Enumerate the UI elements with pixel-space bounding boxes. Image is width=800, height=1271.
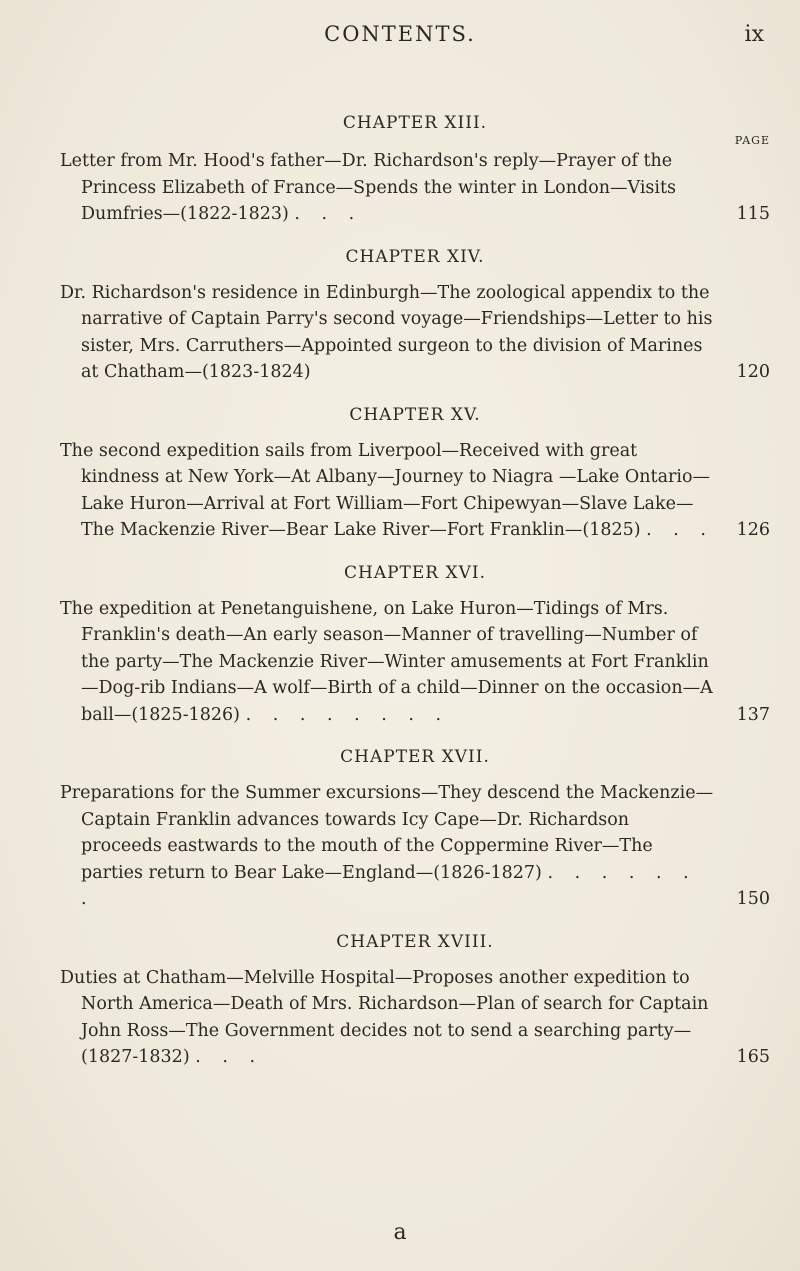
chapter-heading: CHAPTER XVII.	[340, 747, 490, 767]
chapter-entry	[60, 929, 770, 1071]
chapter-summary	[60, 280, 770, 386]
chapter-entry	[60, 110, 770, 228]
chapter-summary	[60, 780, 770, 913]
chapter-summary-text: Preparations for the Summer excursions—They descend the Mackenzie—Captain Franklin advances towards Icy Cape—Dr. Richardson proceeds eastwards to the mouth of the Coppermine River—The parties return to Bear Lake—England—(1826-1827)	[60, 783, 714, 883]
chapter-summary	[60, 596, 770, 729]
dot-leaders: . . .	[294, 204, 363, 224]
running-head-title: CONTENTS.	[324, 22, 476, 46]
dot-leaders: . . .	[195, 1047, 264, 1067]
chapter-summary	[60, 965, 770, 1071]
page-column-label: PAGE	[734, 134, 770, 147]
dot-leaders: . . . . . . .	[81, 862, 697, 909]
chapter-page-number: 137	[736, 704, 770, 725]
chapter-page-number: 115	[736, 204, 770, 224]
chapter-summary-text: Letter from Mr. Hood's father—Dr. Richardson's reply—Prayer of the Princess Elizabeth of France—Spends the winter in London—Visits Dumfries—(1822-1823)	[60, 151, 677, 224]
chapter-summary-text: The second expedition sails from Liverpool—Received with great kindness at New York—At Albany—Journey to Niagra —Lake Ontario—Lake Huron—Arrival at Fort William—Fort Chipewyan—Slave Lake—The Mackenzie River—Bear Lake River—Fort Franklin—(1825)	[60, 440, 711, 540]
chapter-heading: CHAPTER XVIII.	[336, 931, 494, 952]
chapter-heading: CHAPTER XVI.	[344, 562, 486, 583]
chapter-page-number: 165	[736, 1047, 770, 1067]
chapter-heading: CHAPTER XV.	[349, 404, 481, 425]
chapter-entry	[60, 402, 770, 544]
chapter-entry	[60, 744, 770, 913]
chapter-summary-text: Dr. Richardson's residence in Edinburgh—The zoological appendix to the narrative of Captain Parry's second voyage—Friendships—Letter to his sister, Mrs. Carruthers—Appointed surgeon to the division of Marines at Chatham—(1823-1824)	[60, 282, 713, 382]
contents-list	[60, 110, 770, 1087]
signature-mark: a	[393, 1220, 407, 1245]
chapter-summary	[60, 148, 770, 228]
chapter-entry	[60, 560, 770, 729]
chapter-heading: CHAPTER XIII.	[342, 113, 488, 133]
running-head	[0, 14, 800, 54]
chapter-page-number: 126	[736, 520, 770, 540]
dot-leaders: . . . . . . . .	[245, 704, 450, 725]
page-folio: ix	[744, 22, 764, 47]
chapter-summary-text: Duties at Chatham—Melville Hospital—Proposes another expedition to North America—Death of Mrs. Richardson—Plan of search for Captain John Ross—The Government decides not to send a searching party—(1827-1832)	[60, 967, 709, 1067]
chapter-page-number: 150	[736, 889, 770, 909]
chapter-page-number: 120	[736, 362, 770, 382]
dot-leaders: . . .	[646, 520, 714, 540]
chapter-heading: CHAPTER XIV.	[345, 246, 485, 267]
chapter-summary-text: The expedition at Penetanguishene, on Lake Huron—Tidings of Mrs. Franklin's death—An early season—Manner of travelling—Number of the party—The Mackenzie River—Winter amusements at Fort Franklin—Dog-rib Indians—A wolf—Birth of a child—Dinner on the occasion—A ball—(1825-1826)	[60, 598, 713, 725]
chapter-entry	[60, 244, 770, 386]
chapter-summary	[60, 438, 770, 544]
